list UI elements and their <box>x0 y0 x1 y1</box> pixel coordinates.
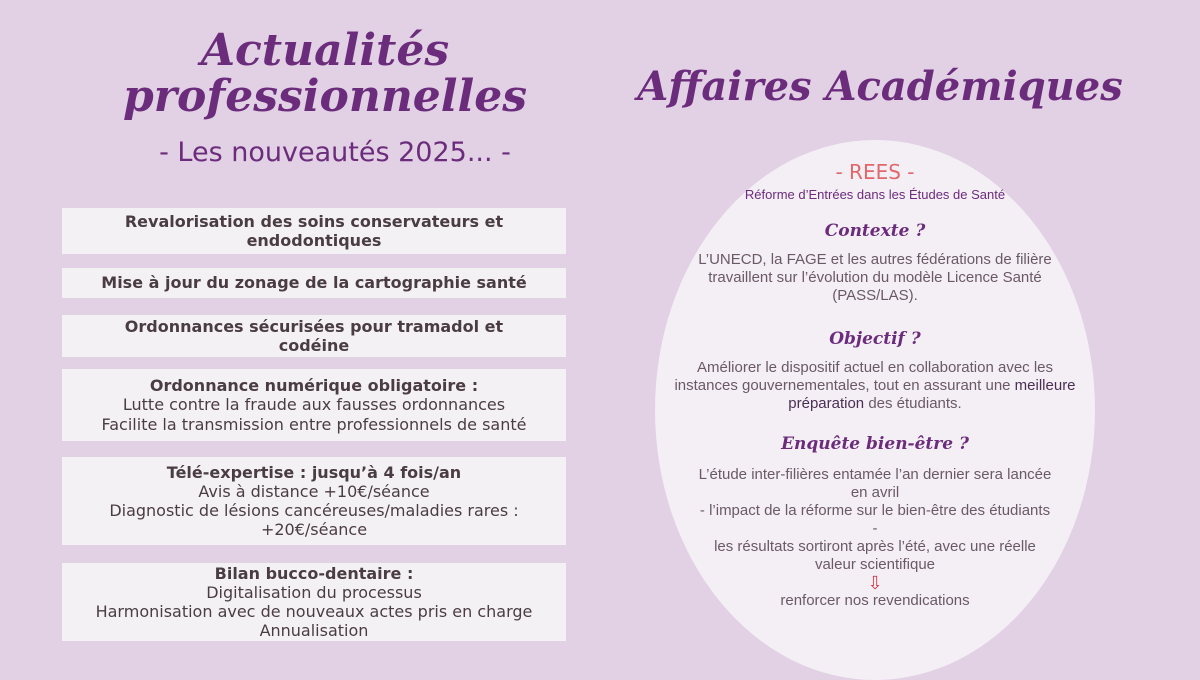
news-line: Diagnostic de lésions cancéreuses/maladies rares : <box>109 501 519 520</box>
left-title-line-1: Actualités <box>200 25 450 76</box>
survey-text <box>690 466 1060 610</box>
news-line: Harmonisation avec de nouveaux actes pris en charge <box>95 602 533 621</box>
news-line: +20€/séance <box>260 520 368 540</box>
objective-text <box>670 359 1080 413</box>
left-title <box>60 25 590 123</box>
survey-line: les résultats sortiront après l’été, avec une réelle <box>714 538 1036 555</box>
context-title: Contexte ? <box>824 221 926 241</box>
right-title: Affaires Académiques <box>637 63 1123 110</box>
news-line: Ordonnances sécurisées pour tramadol et <box>124 316 504 336</box>
left-subtitle: - Les nouveautés 2025... - <box>159 137 511 168</box>
news-line: Avis à distance +10€/séance <box>198 481 430 501</box>
news-box-bilan-bucco-dentaire <box>62 563 566 641</box>
news-box-ordonnance-numerique <box>62 369 566 441</box>
news-line: Mise à jour du zonage de la cartographie santé <box>101 273 527 293</box>
news-heading: Ordonnance numérique obligatoire : <box>149 376 479 396</box>
news-heading: Télé-expertise : jusqu’à 4 fois/an <box>166 462 462 482</box>
survey-conclusion: renforcer nos revendications <box>780 592 970 609</box>
news-box-zonage <box>62 268 566 298</box>
news-line: endodontiques <box>246 231 382 250</box>
survey-title: Enquête bien-être ? <box>781 434 969 454</box>
objective-text-end: des étudiants. <box>864 395 962 412</box>
news-line: Revalorisation des soins conservateurs et <box>124 211 504 231</box>
news-line: Lutte contre la fraude aux fausses ordonnances <box>122 395 506 415</box>
news-line: Annualisation <box>259 621 369 641</box>
survey-line: L’étude inter-filières entamée l’an dernier sera lancée <box>698 466 1052 483</box>
rees-subtitle: Réforme d’Entrées dans les Études de Santé <box>744 187 1006 202</box>
objective-highlight: meilleure préparation <box>788 377 1076 412</box>
survey-line: - l’impact de la réforme sur le bien-être des étudiants <box>699 502 1051 519</box>
news-line: Facilite la transmission entre professionnels de santé <box>101 414 527 434</box>
context-text: L’UNECD, la FAGE et les autres fédérations de filière travaillent sur l’évolution du modèle Licence Santé (PASS/LAS). <box>698 251 1052 304</box>
left-title-line-2: professionnelles <box>123 71 527 123</box>
survey-line: - <box>872 520 878 537</box>
news-box-tele-expertise <box>62 457 566 545</box>
rees-label: - REES - <box>835 160 915 184</box>
news-heading: Bilan bucco-dentaire : <box>214 563 414 583</box>
survey-line: valeur scientifique <box>814 556 936 573</box>
survey-line: en avril <box>850 484 900 501</box>
down-arrow-icon: ⇩ <box>867 573 883 593</box>
news-box-ordonnances-securisees <box>62 315 566 357</box>
news-box-revalorisation <box>62 208 566 254</box>
news-line: Digitalisation du processus <box>206 582 422 602</box>
news-line: codéine <box>278 336 350 355</box>
objective-text-start: Améliorer le dispositif actuel en collaboration avec les instances gouvernementales, tout en assurant une <box>674 359 1053 394</box>
objective-title: Objectif ? <box>829 329 921 349</box>
